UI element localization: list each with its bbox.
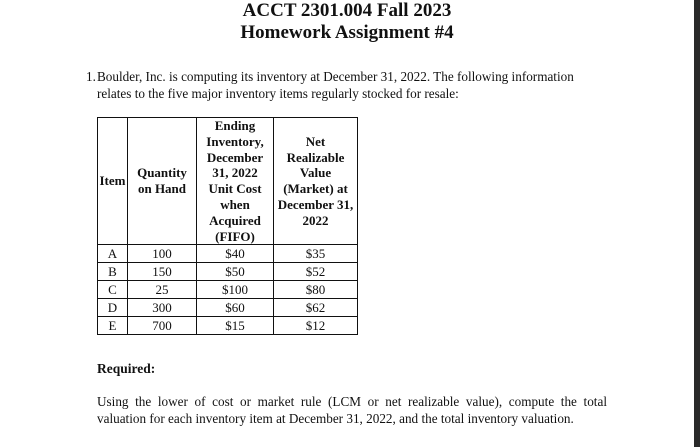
- cell-unit-cost: $60: [197, 299, 274, 317]
- cell-item: E: [98, 317, 128, 335]
- cell-unit-cost: $50: [197, 263, 274, 281]
- cell-unit-cost: $40: [197, 245, 274, 263]
- header-cost-line: Acquired: [209, 212, 261, 228]
- header-cost-line: Inventory,: [206, 133, 264, 149]
- cell-item: A: [98, 245, 128, 263]
- question-text-line1: Boulder, Inc. is computing its inventory at December 31, 2022. The following information: [97, 69, 574, 84]
- header-nrv-line: December 31,: [277, 196, 354, 212]
- header-cost-line: Ending: [214, 118, 256, 133]
- course-title: ACCT 2301.004 Fall 2023: [242, 0, 452, 21]
- header-net-realizable-value: [274, 118, 358, 245]
- header-unit-cost: [197, 118, 274, 245]
- table-row: [98, 299, 358, 317]
- cell-item: D: [98, 299, 128, 317]
- table-row: [98, 317, 358, 335]
- page-edge-bar: [694, 0, 700, 447]
- table-row: [98, 281, 358, 299]
- assignment-title: Homework Assignment #4: [240, 22, 454, 43]
- header-nrv-line: 2022: [302, 212, 329, 228]
- cell-nrv: $80: [274, 281, 358, 299]
- instructions-line1: Using the lower of cost or market rule (LCM or net realizable value), compute the total: [97, 394, 607, 409]
- header-cost-line: (FIFO): [215, 228, 255, 244]
- cell-nrv: $12: [274, 317, 358, 335]
- cell-quantity: 300: [128, 299, 197, 317]
- header-quantity: [128, 118, 197, 245]
- cell-item: C: [98, 281, 128, 299]
- cell-quantity: 700: [128, 317, 197, 335]
- header-nrv-line: Realizable: [286, 149, 345, 165]
- required-instructions: [97, 394, 607, 427]
- cell-nrv: $62: [274, 299, 358, 317]
- question-number: 1.: [86, 69, 96, 84]
- cell-unit-cost: $100: [197, 281, 274, 299]
- header-cost-line: December: [206, 149, 264, 165]
- cell-quantity: 25: [128, 281, 197, 299]
- cell-item: B: [98, 263, 128, 281]
- table-header-row: [98, 118, 358, 245]
- cell-unit-cost: $15: [197, 317, 274, 335]
- header-cost-line: Unit Cost: [208, 181, 262, 197]
- instructions-line2: valuation for each inventory item at December 31, 2022, and the total inventory valuation.: [97, 410, 574, 426]
- table-row: [98, 263, 358, 281]
- header-cost-line: when: [220, 196, 250, 212]
- table-row: [98, 245, 358, 263]
- header-nrv-line: (Market) at: [283, 181, 348, 197]
- cell-quantity: 150: [128, 263, 197, 281]
- cell-nrv: $52: [274, 263, 358, 281]
- header-quantity-line: on Hand: [137, 181, 187, 197]
- required-heading: Required:: [97, 361, 156, 376]
- header-quantity-line: Quantity: [137, 165, 187, 181]
- question-text-line2: relates to the five major inventory items regularly stocked for resale:: [97, 86, 459, 101]
- cell-nrv: $35: [274, 245, 358, 263]
- header-nrv-line: Value: [299, 165, 332, 181]
- header-cost-line: 31, 2022: [212, 165, 258, 181]
- header-item: Item: [98, 118, 128, 245]
- cell-quantity: 100: [128, 245, 197, 263]
- inventory-table: [97, 117, 358, 335]
- header-nrv-line: Net: [305, 133, 326, 149]
